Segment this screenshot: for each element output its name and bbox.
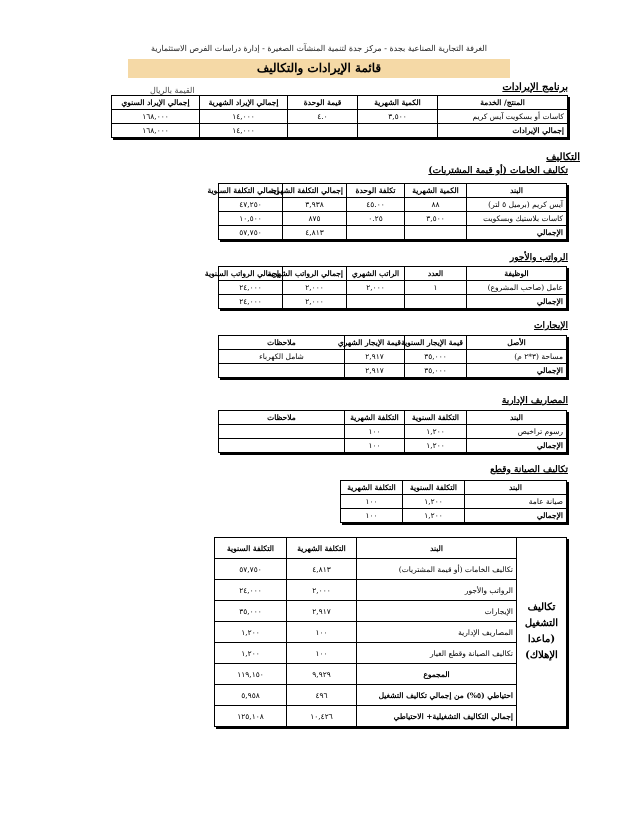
total-row	[219, 439, 567, 453]
table-header-row	[219, 184, 567, 198]
table-cell: ٨٨	[405, 198, 467, 212]
total-row	[219, 364, 567, 378]
total-row	[112, 124, 568, 138]
header-cell: إجمالي الإيراد السنوي	[112, 96, 200, 110]
table-cell: ٣,٥٠٠	[358, 110, 438, 124]
table-cell: ٩,٩٢٩	[287, 664, 357, 685]
table-cell: كاسات بلاستيك وبسكويت	[467, 212, 567, 226]
header-cell: البند	[467, 184, 567, 198]
header-cell: التكلفة الشهرية	[341, 481, 403, 495]
table-cell: ٥,٩٥٨	[215, 685, 287, 706]
table-cell: ٢٤,٠٠٠	[219, 281, 283, 295]
table-cell	[288, 124, 358, 138]
operating-costs-summary-table	[214, 537, 567, 727]
header-cell: العدد	[405, 267, 467, 281]
table-row	[219, 350, 567, 364]
revenue-table	[111, 95, 568, 138]
table-cell: ٤,٨١٣	[287, 559, 357, 580]
header-cell: التكلفة السنوية	[215, 538, 287, 559]
table-cell: ٣٥,٠٠٠	[405, 350, 467, 364]
table-cell: ١٤,٠٠٠	[200, 124, 288, 138]
salaries-title: الرواتب والأجور	[509, 253, 568, 263]
table-row	[219, 198, 567, 212]
total-row	[219, 226, 567, 240]
table-cell: كاسات أو بسكويت آيس كريم	[438, 110, 568, 124]
table-cell: المجموع	[357, 664, 517, 685]
table-cell: ١,٢٠٠	[403, 495, 465, 509]
table-cell: ١٦٨,٠٠٠	[112, 124, 200, 138]
table-row	[219, 425, 567, 439]
table-cell: ١٤,٠٠٠	[200, 110, 288, 124]
rent-title: الإيجارات	[533, 321, 568, 331]
header-cell: التكلفة الشهرية	[287, 538, 357, 559]
table-cell: ٥٧,٧٥٠	[215, 559, 287, 580]
table-cell: ١,٢٠٠	[215, 643, 287, 664]
table-row	[215, 622, 567, 643]
header-cell: الراتب الشهري	[347, 267, 405, 281]
table-cell: آيس كريم (برميل ٥ لتر)	[467, 198, 567, 212]
table-cell: ١٠٠	[341, 509, 403, 523]
table-cell: ٢,٩١٧	[345, 364, 405, 378]
total-label: الإجمالي	[467, 439, 567, 453]
table-header-row	[215, 538, 567, 559]
table-row	[215, 643, 567, 664]
table-cell: ٥٧,٧٥٠	[219, 226, 283, 240]
table-cell	[405, 226, 467, 240]
header-cell: المنتج/ الخدمة	[438, 96, 568, 110]
header-cell: إجمالي التكلفة السنوية	[219, 184, 283, 198]
table-cell: ١٢٥,١٠٨	[215, 706, 287, 727]
header-cell: الكمية الشهرية	[405, 184, 467, 198]
table-cell: ٣,٩٣٨	[283, 198, 347, 212]
table-cell: رسوم تراخيص	[467, 425, 567, 439]
table-row	[215, 601, 567, 622]
total-row	[215, 706, 567, 727]
side-label-line-1: تكاليف التشغيل	[524, 602, 559, 629]
admin-table	[218, 410, 567, 453]
table-row	[219, 212, 567, 226]
table-row	[215, 580, 567, 601]
table-cell: ١,٢٠٠	[215, 622, 287, 643]
table-cell	[347, 295, 405, 309]
table-cell: ٢,٩١٧	[345, 350, 405, 364]
table-cell: ٤,٨١٣	[283, 226, 347, 240]
table-cell: ٤٩٦	[287, 685, 357, 706]
table-row	[215, 685, 567, 706]
table-cell: ٢٤,٠٠٠	[215, 580, 287, 601]
total-label: الإجمالي	[465, 509, 567, 523]
header-cell: قيمة الوحدة	[288, 96, 358, 110]
summary-side-label	[517, 538, 567, 727]
table-cell: ١,٢٠٠	[403, 509, 465, 523]
header-cell: التكلفة السنوية	[403, 481, 465, 495]
table-cell: ١٠٠	[287, 622, 357, 643]
total-label: الإجمالي	[467, 364, 567, 378]
currency-note: القيمة بالريال	[150, 86, 195, 95]
total-label: إجمالي الإيرادات	[438, 124, 568, 138]
salaries-table	[204, 266, 567, 309]
side-label-line-2: (ماعدا الإهلاك)	[525, 634, 558, 661]
header-cell: البند	[357, 538, 517, 559]
total-row	[341, 509, 567, 523]
table-row	[215, 559, 567, 580]
table-cell: ٤.٠	[288, 110, 358, 124]
table-cell: الإيجارات	[357, 601, 517, 622]
header-cell: إجمالي الرواتب الشهرية	[283, 267, 347, 281]
table-header-row	[219, 411, 567, 425]
header-cell: الكمية الشهرية	[358, 96, 438, 110]
table-cell	[219, 425, 345, 439]
header-cell: ملاحظات	[219, 336, 345, 350]
table-header-row	[219, 267, 567, 281]
table-row	[112, 110, 568, 124]
total-label: الإجمالي	[467, 226, 567, 240]
table-cell: عامل (صاحب المشروع)	[467, 281, 567, 295]
table-cell: ٤٥.٠٠	[347, 198, 405, 212]
table-cell: ١١٩,١٥٠	[215, 664, 287, 685]
header-cell: التكلفة الشهرية	[345, 411, 405, 425]
table-cell	[347, 226, 405, 240]
table-row	[341, 495, 567, 509]
header-cell: قيمة الإيجار الشهري	[345, 336, 405, 350]
table-header-row	[219, 336, 567, 350]
maintenance-table	[340, 480, 567, 523]
header-cell: إجمالي الإيراد الشهرية	[200, 96, 288, 110]
table-cell: ٣٥,٠٠٠	[405, 364, 467, 378]
table-cell: ١٠٠	[287, 643, 357, 664]
table-cell	[219, 439, 345, 453]
table-cell	[358, 124, 438, 138]
table-cell: ٤٧,٢٥٠	[219, 198, 283, 212]
header-cell: إجمالي التكلفة الشهرية	[283, 184, 347, 198]
table-cell: ٠.٢٥	[347, 212, 405, 226]
document-header: الغرفة التجارية الصناعية بجدة - مركز جدة لتنمية المنشآت الصغيرة - إدارة دراسات الفرص الاستثمارية	[151, 44, 487, 53]
header-cell: البند	[465, 481, 567, 495]
rent-table	[218, 335, 567, 378]
header-cell: الوظيفة	[467, 267, 567, 281]
table-cell: إجمالي التكاليف التشغيلية+ الاحتياطي	[357, 706, 517, 727]
table-header-row	[341, 481, 567, 495]
table-row	[215, 664, 567, 685]
header-cell: الأصل	[467, 336, 567, 350]
table-cell: ١٠,٤٢٦	[287, 706, 357, 727]
materials-table	[207, 183, 567, 240]
admin-title: المصاريف الإدارية	[501, 396, 568, 406]
table-cell: ٢,٠٠٠	[283, 295, 347, 309]
header-cell: ملاحظات	[219, 411, 345, 425]
maintenance-title: تكاليف الصيانة وقطع	[490, 465, 568, 475]
header-cell: البند	[467, 411, 567, 425]
costs-section-title: التكاليف	[546, 152, 580, 163]
table-cell: ٢,٩١٧	[287, 601, 357, 622]
header-cell: إجمالي الرواتب السنوية	[219, 267, 283, 281]
table-cell: ٣٥,٠٠٠	[215, 601, 287, 622]
table-cell: المصاريف الإدارية	[357, 622, 517, 643]
table-cell	[219, 364, 345, 378]
table-cell: شامل الكهرباء	[219, 350, 345, 364]
table-cell: ١٠٠	[345, 439, 405, 453]
table-cell: ١,٢٠٠	[405, 439, 467, 453]
table-cell: ١٠,٥٠٠	[219, 212, 283, 226]
total-row	[219, 295, 567, 309]
table-cell: احتياطي (٥%) من إجمالي تكاليف التشغيل	[357, 685, 517, 706]
total-label: الإجمالي	[467, 295, 567, 309]
table-row	[219, 281, 567, 295]
table-cell: صيانة عامة	[465, 495, 567, 509]
table-cell: ٣,٥٠٠	[405, 212, 467, 226]
table-cell: ١٦٨,٠٠٠	[112, 110, 200, 124]
table-cell: تكاليف الصيانة وقطع الغيار	[357, 643, 517, 664]
materials-title: تكاليف الخامات (أو قيمة المشتريات)	[428, 166, 568, 176]
table-cell	[405, 295, 467, 309]
table-cell: الرواتب والأجور	[357, 580, 517, 601]
table-cell: مساحة (٣*٢ م)	[467, 350, 567, 364]
table-cell: ١	[405, 281, 467, 295]
table-cell: ١٠٠	[345, 425, 405, 439]
table-cell: ٢,٠٠٠	[287, 580, 357, 601]
table-cell: ١٠٠	[341, 495, 403, 509]
table-cell: ٢,٠٠٠	[283, 281, 347, 295]
table-cell: ٨٧٥	[283, 212, 347, 226]
header-cell: تكلفة الوحدة	[347, 184, 405, 198]
table-cell: تكاليف الخامات (أو قيمة المشتريات)	[357, 559, 517, 580]
table-cell: ٢٤,٠٠٠	[219, 295, 283, 309]
table-header-row	[112, 96, 568, 110]
page-title: قائمة الإيرادات والتكاليف	[128, 59, 510, 78]
header-cell: قيمة الإيجار السنوية	[405, 336, 467, 350]
revenue-section-title: برنامج الإيرادات	[502, 82, 568, 93]
table-cell: ١,٢٠٠	[405, 425, 467, 439]
header-cell: التكلفة السنوية	[405, 411, 467, 425]
table-cell: ٢,٠٠٠	[347, 281, 405, 295]
